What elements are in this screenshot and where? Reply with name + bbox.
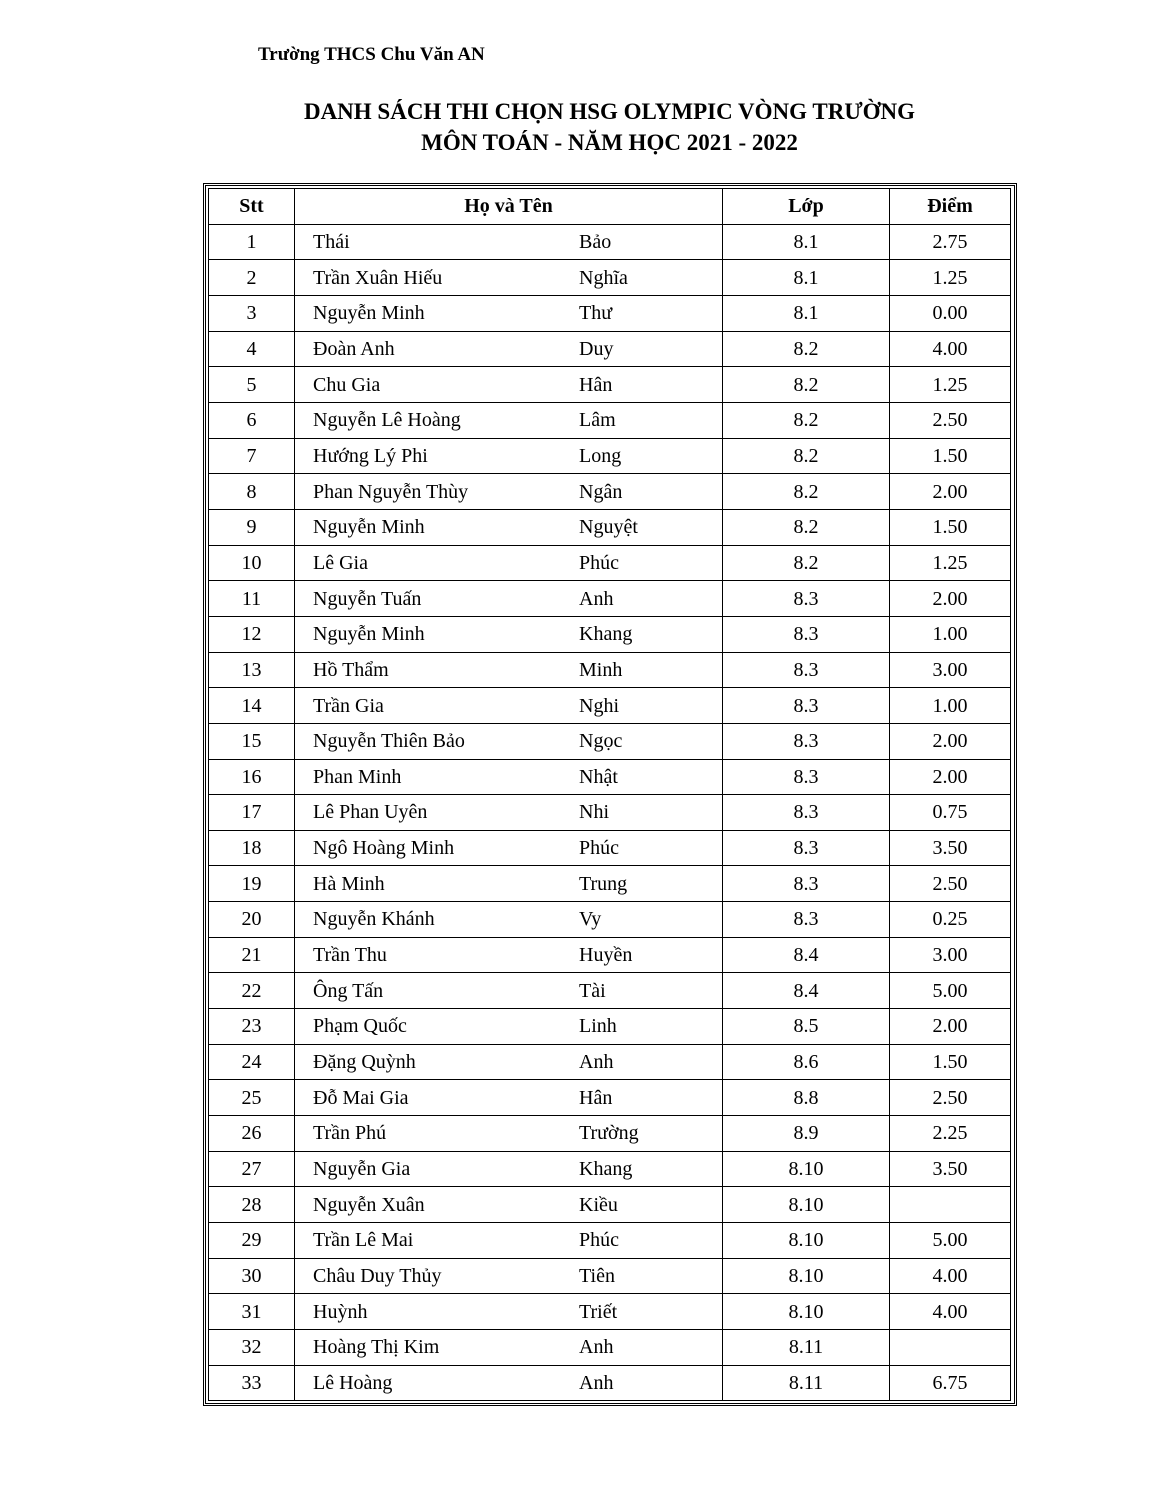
cell-stt: 17 — [209, 795, 295, 831]
school-name: Trường THCS Chu Văn AN — [258, 44, 485, 65]
cell-ten: Anh — [579, 587, 614, 610]
table-row — [209, 331, 1011, 367]
cell-name — [295, 902, 723, 938]
cell-ten: Triết — [579, 1300, 618, 1323]
cell-ho-dem: Ngô Hoàng Minh — [313, 837, 455, 860]
table-row — [209, 295, 1011, 331]
cell-stt: 11 — [209, 581, 295, 617]
table-row — [209, 973, 1011, 1009]
cell-ten: Phúc — [579, 837, 619, 860]
cell-ten: Kiều — [579, 1193, 618, 1216]
cell-lop: 8.9 — [723, 1116, 890, 1152]
cell-diem: 3.50 — [890, 830, 1011, 866]
table-row — [209, 1187, 1011, 1223]
cell-name — [295, 688, 723, 724]
table-row — [209, 616, 1011, 652]
cell-name — [295, 474, 723, 510]
column-header-lop: Lớp — [723, 189, 890, 225]
cell-stt: 7 — [209, 438, 295, 474]
cell-ho-dem: Ông Tấn — [313, 979, 384, 1002]
cell-name — [295, 830, 723, 866]
cell-name — [295, 509, 723, 545]
column-header-name: Họ và Tên — [295, 189, 723, 225]
cell-stt: 13 — [209, 652, 295, 688]
cell-diem: 5.00 — [890, 973, 1011, 1009]
cell-diem: 4.00 — [890, 331, 1011, 367]
cell-name — [295, 616, 723, 652]
cell-ten: Thư — [579, 302, 613, 325]
cell-lop: 8.1 — [723, 260, 890, 296]
table-row — [209, 1151, 1011, 1187]
cell-lop: 8.1 — [723, 295, 890, 331]
cell-ten: Ngọc — [579, 730, 623, 753]
cell-ho-dem: Phan Minh — [313, 765, 402, 788]
cell-ho-dem: Trần Gia — [313, 694, 384, 717]
cell-diem: 0.00 — [890, 295, 1011, 331]
cell-stt: 15 — [209, 723, 295, 759]
cell-ho-dem: Thái — [313, 230, 350, 253]
cell-lop: 8.10 — [723, 1187, 890, 1223]
table-row — [209, 260, 1011, 296]
table-row — [209, 1223, 1011, 1259]
cell-lop: 8.10 — [723, 1294, 890, 1330]
table-row — [209, 937, 1011, 973]
cell-diem: 4.00 — [890, 1294, 1011, 1330]
cell-name — [295, 723, 723, 759]
cell-stt: 18 — [209, 830, 295, 866]
table-row — [209, 652, 1011, 688]
cell-ho-dem: Đặng Quỳnh — [313, 1051, 416, 1074]
results-table — [208, 188, 1011, 1401]
cell-lop: 8.5 — [723, 1009, 890, 1045]
cell-name — [295, 1151, 723, 1187]
cell-ho-dem: Trần Xuân Hiếu — [313, 266, 443, 289]
cell-ho-dem: Hướng Lý Phi — [313, 444, 428, 467]
table-row — [209, 509, 1011, 545]
table-row — [209, 1044, 1011, 1080]
cell-ten: Tiên — [579, 1265, 615, 1288]
cell-ten: Nhi — [579, 801, 609, 824]
cell-ten: Tài — [579, 979, 606, 1002]
cell-diem — [890, 1187, 1011, 1223]
table-row — [209, 866, 1011, 902]
cell-lop: 8.4 — [723, 937, 890, 973]
cell-ten: Duy — [579, 337, 614, 360]
cell-lop: 8.3 — [723, 866, 890, 902]
cell-stt: 32 — [209, 1330, 295, 1366]
cell-diem: 2.50 — [890, 402, 1011, 438]
cell-lop: 8.10 — [723, 1151, 890, 1187]
cell-ten: Phúc — [579, 551, 619, 574]
cell-lop: 8.6 — [723, 1044, 890, 1080]
cell-name — [295, 438, 723, 474]
cell-ho-dem: Chu Gia — [313, 373, 381, 396]
table-row — [209, 688, 1011, 724]
cell-name — [295, 367, 723, 403]
cell-ten: Khang — [579, 1158, 633, 1181]
document-title: DANH SÁCH THI CHỌN HSG OLYMPIC VÒNG TRƯỜNG — [303, 99, 916, 124]
cell-stt: 9 — [209, 509, 295, 545]
cell-ho-dem: Lê Phan Uyên — [313, 801, 428, 824]
cell-ho-dem: Châu Duy Thủy — [313, 1265, 442, 1288]
cell-stt: 26 — [209, 1116, 295, 1152]
cell-ten: Trường — [579, 1122, 639, 1145]
table-body — [209, 224, 1011, 1401]
cell-lop: 8.8 — [723, 1080, 890, 1116]
cell-ho-dem: Hồ Thẩm — [313, 658, 389, 681]
table-row — [209, 474, 1011, 510]
cell-lop: 8.2 — [723, 367, 890, 403]
table-row — [209, 902, 1011, 938]
cell-diem: 6.75 — [890, 1365, 1011, 1401]
cell-name — [295, 1009, 723, 1045]
cell-diem: 2.00 — [890, 759, 1011, 795]
cell-stt: 2 — [209, 260, 295, 296]
table-row — [209, 1258, 1011, 1294]
cell-stt: 10 — [209, 545, 295, 581]
cell-name — [295, 795, 723, 831]
table-header-row — [209, 189, 1011, 225]
cell-ten: Bảo — [579, 230, 612, 253]
cell-lop: 8.2 — [723, 509, 890, 545]
table-row — [209, 1116, 1011, 1152]
cell-ten: Nhật — [579, 765, 618, 788]
cell-stt: 5 — [209, 367, 295, 403]
table-row — [209, 402, 1011, 438]
cell-ho-dem: Hoàng Thị Kim — [313, 1336, 440, 1359]
cell-lop: 8.10 — [723, 1223, 890, 1259]
table-row — [209, 224, 1011, 260]
cell-stt: 8 — [209, 474, 295, 510]
cell-stt: 31 — [209, 1294, 295, 1330]
cell-diem: 1.25 — [890, 545, 1011, 581]
cell-name — [295, 1044, 723, 1080]
cell-ho-dem: Phan Nguyễn Thùy — [313, 480, 469, 503]
cell-name — [295, 973, 723, 1009]
cell-ten: Anh — [579, 1336, 614, 1359]
cell-diem: 1.50 — [890, 438, 1011, 474]
cell-diem: 3.50 — [890, 1151, 1011, 1187]
cell-ho-dem: Đỗ Mai Gia — [313, 1086, 409, 1109]
cell-ho-dem: Nguyễn Thiên Bảo — [313, 730, 465, 753]
cell-diem: 2.50 — [890, 1080, 1011, 1116]
cell-diem: 1.50 — [890, 1044, 1011, 1080]
cell-diem: 2.75 — [890, 224, 1011, 260]
cell-name — [295, 1330, 723, 1366]
cell-lop: 8.4 — [723, 973, 890, 1009]
cell-ho-dem: Trần Lê Mai — [313, 1229, 414, 1252]
cell-name — [295, 224, 723, 260]
cell-stt: 16 — [209, 759, 295, 795]
cell-diem: 3.00 — [890, 652, 1011, 688]
cell-diem: 4.00 — [890, 1258, 1011, 1294]
table-row — [209, 759, 1011, 795]
cell-name — [295, 545, 723, 581]
cell-stt: 29 — [209, 1223, 295, 1259]
cell-stt: 12 — [209, 616, 295, 652]
cell-diem: 0.25 — [890, 902, 1011, 938]
cell-name — [295, 652, 723, 688]
cell-ten: Phúc — [579, 1229, 619, 1252]
table-row — [209, 1009, 1011, 1045]
cell-ho-dem: Lê Hoàng — [313, 1371, 393, 1394]
cell-name — [295, 1080, 723, 1116]
cell-name — [295, 295, 723, 331]
cell-lop: 8.3 — [723, 759, 890, 795]
cell-lop: 8.10 — [723, 1258, 890, 1294]
cell-ten: Nghĩa — [579, 266, 628, 289]
table-row — [209, 1080, 1011, 1116]
cell-stt: 14 — [209, 688, 295, 724]
cell-lop: 8.3 — [723, 723, 890, 759]
cell-stt: 27 — [209, 1151, 295, 1187]
cell-diem: 2.25 — [890, 1116, 1011, 1152]
cell-lop: 8.11 — [723, 1330, 890, 1366]
table-row — [209, 581, 1011, 617]
cell-diem: 2.50 — [890, 866, 1011, 902]
cell-name — [295, 1365, 723, 1401]
table-row — [209, 723, 1011, 759]
cell-ten: Anh — [579, 1051, 614, 1074]
cell-stt: 24 — [209, 1044, 295, 1080]
cell-diem — [890, 1330, 1011, 1366]
cell-ten: Nguyệt — [579, 516, 638, 539]
cell-ho-dem: Nguyễn Minh — [313, 623, 425, 646]
table-row — [209, 1330, 1011, 1366]
cell-stt: 6 — [209, 402, 295, 438]
cell-ten: Hân — [579, 1086, 613, 1109]
cell-stt: 3 — [209, 295, 295, 331]
table-row — [209, 545, 1011, 581]
cell-diem: 0.75 — [890, 795, 1011, 831]
cell-ten: Trung — [579, 872, 628, 895]
column-header-diem: Điểm — [890, 189, 1011, 225]
cell-name — [295, 402, 723, 438]
cell-name — [295, 1116, 723, 1152]
cell-ho-dem: Trần Phú — [313, 1122, 387, 1145]
cell-ho-dem: Phạm Quốc — [313, 1015, 407, 1038]
table-row — [209, 1294, 1011, 1330]
cell-stt: 21 — [209, 937, 295, 973]
cell-name — [295, 1258, 723, 1294]
cell-ten: Lâm — [579, 409, 616, 432]
cell-lop: 8.3 — [723, 795, 890, 831]
cell-ten: Anh — [579, 1371, 614, 1394]
cell-lop: 8.2 — [723, 402, 890, 438]
cell-name — [295, 937, 723, 973]
cell-diem: 2.00 — [890, 723, 1011, 759]
cell-ten: Vy — [579, 908, 602, 931]
table-row — [209, 1365, 1011, 1401]
cell-diem: 1.00 — [890, 688, 1011, 724]
cell-lop: 8.3 — [723, 830, 890, 866]
table-row — [209, 795, 1011, 831]
cell-ten: Long — [579, 444, 622, 467]
cell-lop: 8.2 — [723, 331, 890, 367]
table-row — [209, 438, 1011, 474]
cell-ho-dem: Nguyễn Minh — [313, 302, 425, 325]
cell-diem: 5.00 — [890, 1223, 1011, 1259]
cell-lop: 8.3 — [723, 688, 890, 724]
table-row — [209, 830, 1011, 866]
column-header-stt: Stt — [209, 189, 295, 225]
cell-stt: 23 — [209, 1009, 295, 1045]
cell-ho-dem: Đoàn Anh — [313, 337, 395, 360]
cell-ten: Hân — [579, 373, 613, 396]
cell-lop: 8.3 — [723, 581, 890, 617]
cell-name — [295, 759, 723, 795]
cell-diem: 2.00 — [890, 581, 1011, 617]
cell-name — [295, 581, 723, 617]
cell-ten: Huyền — [579, 944, 633, 967]
cell-ho-dem: Nguyễn Xuân — [313, 1193, 425, 1216]
cell-stt: 22 — [209, 973, 295, 1009]
cell-ho-dem: Trần Thu — [313, 944, 387, 967]
results-table-frame — [203, 183, 1017, 1406]
cell-stt: 28 — [209, 1187, 295, 1223]
cell-ho-dem: Lê Gia — [313, 551, 368, 574]
cell-stt: 20 — [209, 902, 295, 938]
table-row — [209, 367, 1011, 403]
cell-ten: Ngân — [579, 480, 623, 503]
cell-diem: 3.00 — [890, 937, 1011, 973]
cell-lop: 8.2 — [723, 545, 890, 581]
cell-ho-dem: Nguyễn Lê Hoàng — [313, 409, 461, 432]
cell-diem: 2.00 — [890, 474, 1011, 510]
cell-name — [295, 1223, 723, 1259]
cell-ten: Linh — [579, 1015, 617, 1038]
cell-stt: 33 — [209, 1365, 295, 1401]
cell-lop: 8.1 — [723, 224, 890, 260]
cell-ho-dem: Nguyễn Gia — [313, 1158, 411, 1181]
cell-lop: 8.2 — [723, 474, 890, 510]
cell-name — [295, 260, 723, 296]
cell-ten: Nghi — [579, 694, 619, 717]
cell-lop: 8.3 — [723, 652, 890, 688]
cell-name — [295, 331, 723, 367]
document-subtitle: MÔN TOÁN - NĂM HỌC 2021 - 2022 — [421, 130, 798, 155]
cell-stt: 19 — [209, 866, 295, 902]
cell-ho-dem: Huỳnh — [313, 1300, 368, 1323]
cell-ho-dem: Nguyễn Tuấn — [313, 587, 422, 610]
cell-stt: 4 — [209, 331, 295, 367]
cell-diem: 1.50 — [890, 509, 1011, 545]
cell-diem: 2.00 — [890, 1009, 1011, 1045]
cell-diem: 1.00 — [890, 616, 1011, 652]
cell-lop: 8.3 — [723, 616, 890, 652]
cell-ho-dem: Nguyễn Minh — [313, 516, 425, 539]
cell-ho-dem: Hà Minh — [313, 872, 385, 895]
cell-lop: 8.11 — [723, 1365, 890, 1401]
cell-diem: 1.25 — [890, 367, 1011, 403]
cell-ten: Khang — [579, 623, 633, 646]
cell-stt: 25 — [209, 1080, 295, 1116]
cell-lop: 8.3 — [723, 902, 890, 938]
cell-name — [295, 866, 723, 902]
cell-stt: 30 — [209, 1258, 295, 1294]
cell-name — [295, 1187, 723, 1223]
cell-diem: 1.25 — [890, 260, 1011, 296]
cell-ho-dem: Nguyễn Khánh — [313, 908, 435, 931]
cell-ten: Minh — [579, 658, 623, 681]
cell-lop: 8.2 — [723, 438, 890, 474]
cell-name — [295, 1294, 723, 1330]
cell-stt: 1 — [209, 224, 295, 260]
